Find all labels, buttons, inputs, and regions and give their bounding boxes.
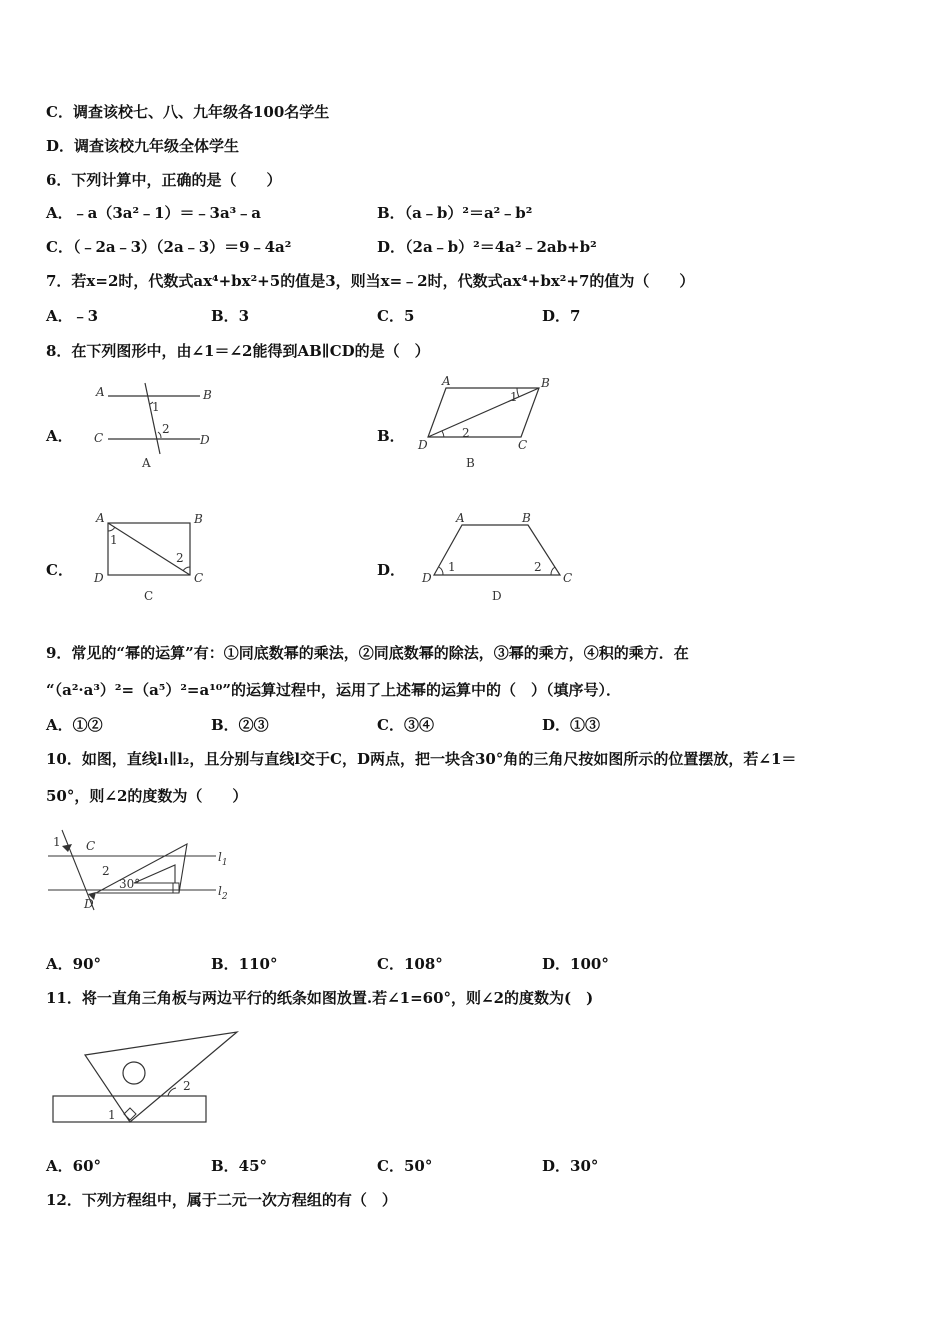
q7-option-c: C．5 bbox=[377, 307, 415, 325]
q5-option-d: D．调查该校九年级全体学生 bbox=[46, 137, 240, 155]
fig-a-angle-1: 1 bbox=[152, 400, 160, 414]
q6-option-b: B．（a﹣b）²＝a²﹣b² bbox=[377, 204, 533, 222]
fig-10-angle-1: 1 bbox=[53, 835, 61, 849]
q7-option-d: D．7 bbox=[542, 307, 581, 325]
q8-option-a: A． bbox=[46, 427, 73, 445]
q9-stem-line2: “（a²·a³）²=（a⁵）²=a¹⁰”的运算过程中，运用了上述幂的运算中的（ ）（填序号）． bbox=[46, 681, 621, 699]
fig-c-angle-2: 2 bbox=[176, 551, 184, 565]
q8-option-c: C． bbox=[46, 561, 73, 579]
q6-option-c: C．（﹣2a﹣3）（2a﹣3）＝9﹣4a² bbox=[46, 238, 292, 256]
q7-option-b: B．3 bbox=[211, 307, 250, 325]
q6-stem: 6．下列计算中，正确的是（ ） bbox=[46, 171, 282, 189]
fig-d-point-b: B bbox=[522, 511, 531, 525]
q6-option-d: D．（2a﹣b）²＝4a²﹣2ab+b² bbox=[377, 238, 597, 256]
fig-11-angle-2: 2 bbox=[183, 1079, 191, 1093]
q11-option-a: A．60° bbox=[46, 1157, 102, 1175]
fig-a-caption: A bbox=[142, 456, 151, 470]
fig-d-angle-2: 2 bbox=[534, 560, 542, 574]
fig-b-point-c: C bbox=[518, 438, 528, 452]
fig-10-l1: $l_1$ bbox=[218, 850, 228, 868]
fig-10-l2: $l_2$ bbox=[218, 884, 228, 902]
fig-10-30deg: 30° bbox=[119, 877, 141, 891]
fig-a-point-c: C bbox=[94, 431, 104, 445]
fig-a-point-d: D bbox=[200, 433, 210, 447]
fig-10-angle-2: 2 bbox=[102, 864, 110, 878]
fig-c-point-a: A bbox=[96, 511, 105, 525]
q10-option-a: A．90° bbox=[46, 955, 102, 973]
q9-option-a: A．①② bbox=[46, 716, 103, 734]
q8-figure-b bbox=[414, 373, 564, 473]
fig-10-point-d: D bbox=[84, 897, 94, 911]
q8-figure-c bbox=[90, 508, 220, 608]
fig-d-point-d: D bbox=[422, 571, 432, 585]
fig-a-point-b: B bbox=[203, 388, 212, 402]
q11-option-d: D．30° bbox=[542, 1157, 599, 1175]
fig-11-angle-1: 1 bbox=[108, 1108, 116, 1122]
q6-option-a: A．﹣a（3a²﹣1）＝﹣3a³﹣a bbox=[46, 204, 261, 222]
q10-option-d: D．100° bbox=[542, 955, 609, 973]
q7-option-a: A．﹣3 bbox=[46, 307, 99, 325]
fig-10-point-c: C bbox=[86, 839, 96, 853]
fig-d-point-a: A bbox=[456, 511, 465, 525]
fig-a-point-a: A bbox=[96, 385, 105, 399]
q5-option-c: C．调查该校七、八、九年级各100名学生 bbox=[46, 103, 330, 121]
fig-c-caption: C bbox=[144, 589, 154, 603]
q8-stem: 8．在下列图形中，由∠1＝∠2能得到AB∥CD的是（ ） bbox=[46, 342, 430, 360]
q9-option-d: D．①③ bbox=[542, 716, 601, 734]
q10-stem-line2: 50°，则∠2的度数为（ ） bbox=[46, 787, 248, 805]
q11-option-c: C．50° bbox=[377, 1157, 433, 1175]
fig-b-point-b: B bbox=[541, 376, 550, 390]
q10-stem-line1: 10．如图，直线l₁∥l₂，且分别与直线l交于C，D两点，把一块含30°角的三角尺按如图所示的位置摆放，若∠1＝ bbox=[46, 750, 797, 768]
fig-a-angle-2: 2 bbox=[162, 422, 170, 436]
q10-figure bbox=[44, 822, 244, 917]
q10-option-c: C．108° bbox=[377, 955, 443, 973]
fig-b-point-d: D bbox=[418, 438, 428, 452]
q11-option-b: B．45° bbox=[211, 1157, 268, 1175]
fig-d-angle-1: 1 bbox=[448, 560, 456, 574]
q11-stem: 11．将一直角三角板与两边平行的纸条如图放置.若∠1=60°，则∠2的度数为( ) bbox=[46, 989, 594, 1007]
fig-d-point-c: C bbox=[563, 571, 573, 585]
q12-stem: 12．下列方程组中，属于二元一次方程组的有（ ） bbox=[46, 1191, 397, 1209]
fig-c-point-b: B bbox=[194, 512, 203, 526]
q8-option-d: D． bbox=[377, 561, 406, 579]
fig-b-point-a: A bbox=[442, 374, 451, 388]
q11-figure bbox=[50, 1028, 240, 1128]
fig-c-point-c: C bbox=[194, 571, 204, 585]
q9-option-c: C．③④ bbox=[377, 716, 434, 734]
fig-b-caption: B bbox=[466, 456, 475, 470]
q8-figure-a bbox=[90, 378, 220, 473]
q7-stem: 7．若x=2时，代数式ax⁴+bx²+5的值是3，则当x=﹣2时，代数式ax⁴+bx²+7的值为（ ） bbox=[46, 272, 695, 290]
fig-b-angle-2: 2 bbox=[462, 426, 470, 440]
q10-option-b: B．110° bbox=[211, 955, 278, 973]
fig-b-angle-1: 1 bbox=[510, 390, 518, 404]
fig-c-angle-1: 1 bbox=[110, 533, 118, 547]
q8-figure-d bbox=[418, 508, 583, 608]
fig-c-point-d: D bbox=[94, 571, 104, 585]
fig-d-caption: D bbox=[492, 589, 502, 603]
q9-stem-line1: 9．常见的“幂的运算”有：①同底数幂的乘法，②同底数幂的除法，③幂的乘方，④积的乘方．在 bbox=[46, 644, 689, 662]
q8-option-b: B． bbox=[377, 427, 405, 445]
q9-option-b: B．②③ bbox=[211, 716, 269, 734]
